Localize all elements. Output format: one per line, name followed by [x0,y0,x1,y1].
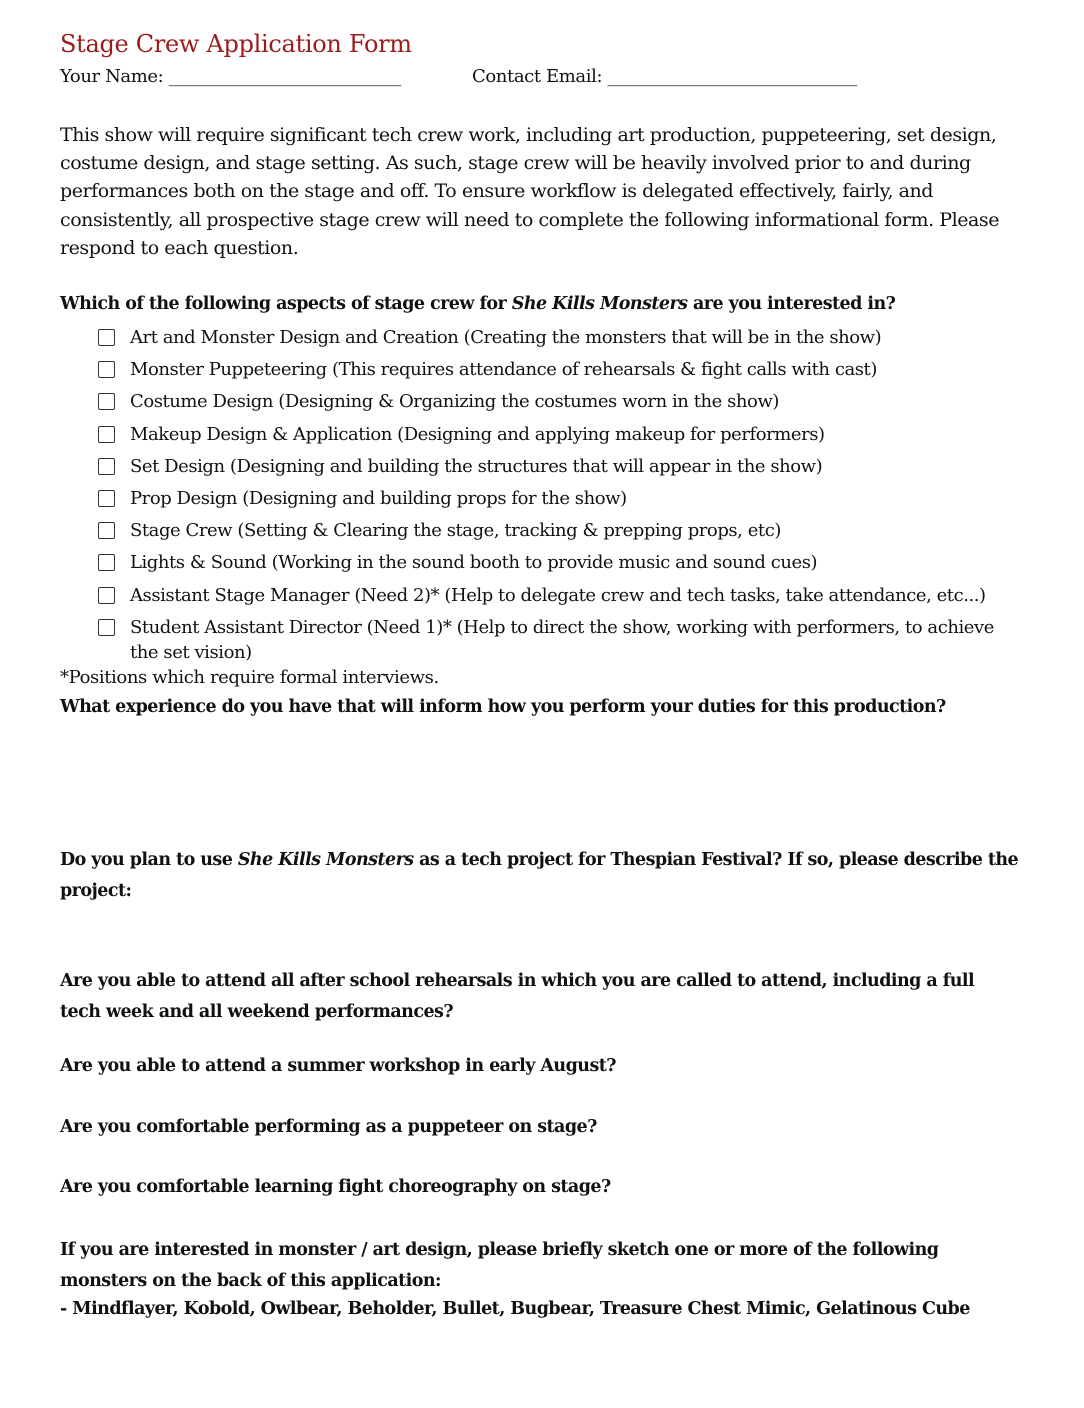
checkbox[interactable] [98,619,115,636]
intro-paragraph: This show will require significant tech crew work, including art production, puppeteering, set design, costume design, and stage setting. As such, stage crew will be heavily involved prior to and during performances both on the stage and off. To ensure workflow is delegated effectively, fairly, and consistently, all prospective stage crew will need to complete the following informational form. Please respond to each question. [60,124,1000,259]
thespian-question-show: She Kills Monsters [237,850,414,870]
option-label: Makeup Design & Application (Designing and applying makeup for performers) [130,423,825,445]
option-prop-design[interactable] [98,486,998,518]
checkbox[interactable] [98,554,115,571]
checkbox[interactable] [98,329,115,346]
checkbox[interactable] [98,522,115,539]
fight-choreography-question: Are you comfortable learning fight choreography on stage? [60,1177,611,1197]
option-set-design[interactable] [98,454,998,486]
option-makeup-design[interactable] [98,422,998,454]
interest-question [60,294,895,314]
thespian-question [60,845,1020,906]
option-stage-crew[interactable] [98,518,998,550]
form-title: Stage Crew Application Form [60,30,412,58]
sketch-question: If you are interested in monster / art design, please briefly sketch one or more of the following monsters on the back of this application: [60,1240,939,1291]
experience-question: What experience do you have that will inform how you perform your duties for this production? [60,697,946,717]
option-label: Monster Puppeteering (This requires attendance of rehearsals & fight calls with cast) [130,359,877,381]
interest-question-before: Which of the following aspects of stage crew for [60,294,512,314]
option-costume-design[interactable] [98,389,998,421]
option-art-monster-design[interactable] [98,325,998,357]
option-label: Student Assistant Director (Need 1)* (Help to direct the show, working with performers, to achieve the set vision) [130,616,994,663]
option-label: Lights & Sound (Working in the sound booth to provide music and sound cues) [130,552,818,574]
interest-question-after: are you interested in? [687,294,896,314]
checkbox[interactable] [98,393,115,410]
option-label: Art and Monster Design and Creation (Creating the monsters that will be in the show) [130,327,882,348]
option-label: Prop Design (Designing and building props for the show) [130,487,627,509]
thespian-question-after: as a tech project for Thespian Festival? If so, please describe the project: [60,850,1019,901]
puppeteer-question: Are you comfortable performing as a puppeteer on stage? [60,1117,597,1137]
monster-list: - Mindflayer, Kobold, Owlbear, Beholder, Bullet, Bugbear, Treasure Chest Mimic, Gelatinous Cube [60,1299,970,1319]
option-label: Stage Crew (Setting & Clearing the stage, tracking & prepping props, etc) [130,520,781,542]
checkbox[interactable] [98,587,115,604]
checkbox[interactable] [98,426,115,443]
workshop-question: Are you able to attend a summer workshop in early August? [60,1056,616,1076]
option-assistant-stage-manager[interactable] [98,583,998,615]
checkbox[interactable] [98,361,115,378]
interest-options-list [98,325,998,663]
option-monster-puppeteering[interactable] [98,357,998,389]
interest-question-show: She Kills Monsters [511,294,688,314]
checkbox[interactable] [98,458,115,475]
option-student-assistant-director[interactable] [98,615,998,663]
option-label: Set Design (Designing and building the structures that will appear in the show) [130,455,823,477]
option-lights-sound[interactable] [98,550,998,582]
name-field[interactable]: Your Name: ___________________________ [60,66,401,87]
option-label: Assistant Stage Manager (Need 2)* (Help to delegate crew and tech tasks, take attendance, etc...) [130,584,986,606]
thespian-question-before: Do you plan to use [60,850,238,870]
option-label: Costume Design (Designing & Organizing the costumes worn in the show) [130,391,779,413]
interview-note: *Positions which require formal interviews. [60,667,439,688]
rehearsals-question: Are you able to attend all after school rehearsals in which you are called to attend, including a full tech week and all weekend performances? [60,971,975,1022]
checkbox[interactable] [98,490,115,507]
email-field[interactable]: Contact Email: _____________________________ [472,66,857,87]
